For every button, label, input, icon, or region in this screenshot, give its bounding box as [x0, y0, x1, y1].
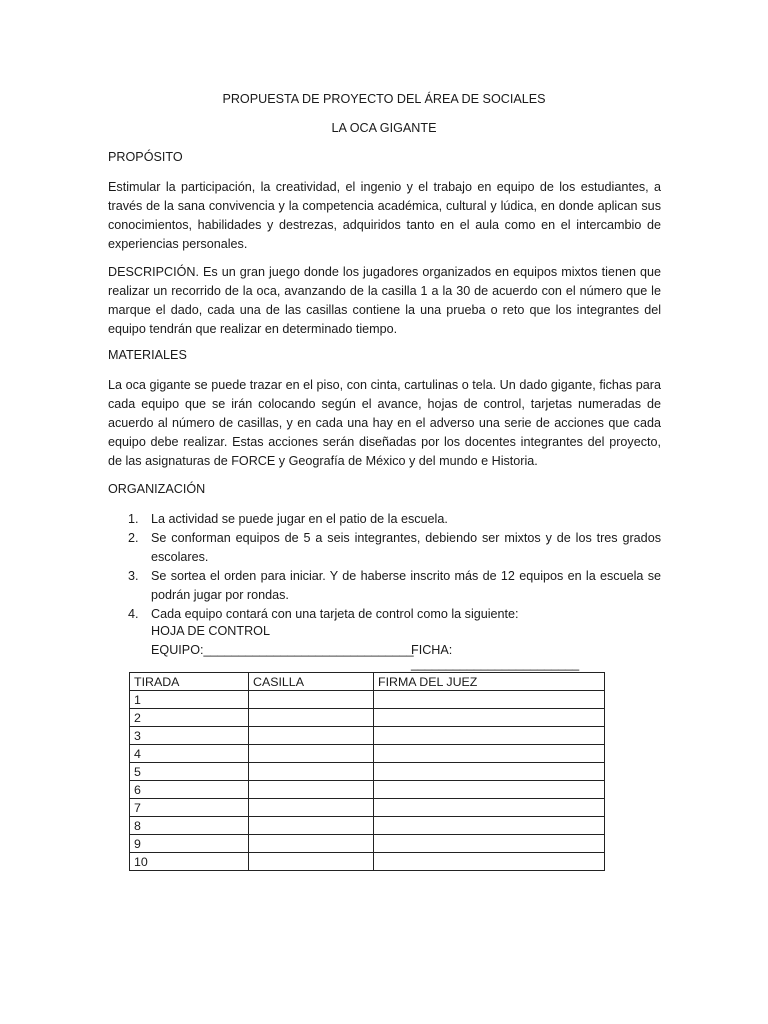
table-cell: 1 [130, 691, 249, 709]
table-cell [374, 763, 605, 781]
table-cell: 10 [130, 853, 249, 871]
table-cell [374, 817, 605, 835]
table-cell [249, 745, 374, 763]
list-item-number: 2. [128, 531, 139, 545]
table-header-row [130, 673, 605, 691]
list-item-text: La actividad se puede jugar en el patio de la escuela. [151, 512, 448, 526]
table-cell: 2 [130, 709, 249, 727]
table-row [130, 745, 605, 763]
table-row [130, 781, 605, 799]
document-subtitle: LA OCA GIGANTE [331, 121, 437, 135]
table-cell: 5 [130, 763, 249, 781]
table-cell: 6 [130, 781, 249, 799]
control-sheet-fields [151, 643, 611, 671]
column-header-firma: FIRMA DEL JUEZ [374, 673, 605, 691]
list-item [108, 529, 661, 567]
table-cell [374, 727, 605, 745]
list-item-number: 3. [128, 569, 139, 583]
equipo-field: EQUIPO:______________________________ [151, 643, 414, 657]
section-heading-materiales: MATERIALES [108, 348, 187, 362]
table-cell [374, 853, 605, 871]
list-item-number: 1. [128, 512, 139, 526]
table-cell [374, 781, 605, 799]
table-row [130, 835, 605, 853]
table-cell [249, 781, 374, 799]
table-cell: 4 [130, 745, 249, 763]
list-item-text: Cada equipo contará con una tarjeta de control como la siguiente: [151, 607, 519, 621]
table-cell [374, 709, 605, 727]
list-item [108, 567, 661, 605]
table-cell [249, 799, 374, 817]
column-header-casilla: CASILLA [249, 673, 374, 691]
table-cell [374, 691, 605, 709]
table-cell: 9 [130, 835, 249, 853]
list-item [108, 510, 661, 529]
table-cell [374, 799, 605, 817]
column-header-tirada: TIRADA [130, 673, 249, 691]
table-row [130, 763, 605, 781]
materiales-paragraph: La oca gigante se puede trazar en el piso, con cinta, cartulinas o tela. Un dado gigante, fichas para cada equipo que se irán colocando según el avance, hojas de control, tarjetas numeradas de acuerdo al número de casillas, y en cada una hay en el adverso una serie de acciones que cada equipo debe realizar. Estas acciones serán diseñadas por los docentes integrantes del proyecto, de las asignaturas de FORCE y Geografía de México y del mundo e Historia. [108, 378, 661, 468]
table-row [130, 709, 605, 727]
table-cell: 3 [130, 727, 249, 745]
control-table [129, 672, 605, 871]
table-row [130, 727, 605, 745]
table-cell [249, 763, 374, 781]
list-item [108, 605, 661, 624]
table-cell [249, 835, 374, 853]
list-item-number: 4. [128, 607, 139, 621]
table-cell [249, 709, 374, 727]
proposito-paragraph: Estimular la participación, la creatividad, el ingenio y el trabajo en equipo de los estudiantes, a través de la sana convivencia y la competencia académica, cultural y lúdica, en donde aplican sus conocimientos, habilidades y destrezas, adquiridos tanto en el aula como en el intercambio de experiencias personales. [108, 180, 661, 251]
list-item-text: Se conforman equipos de 5 a seis integrantes, debiendo ser mixtos y de los tres grados escolares. [151, 531, 661, 564]
table-row [130, 799, 605, 817]
document-title: PROPUESTA DE PROYECTO DEL ÁREA DE SOCIALES [222, 92, 546, 106]
table-row [130, 691, 605, 709]
list-item-text: Se sortea el orden para iniciar. Y de haberse inscrito más de 12 equipos en la escuela se podrán jugar por rondas. [151, 569, 661, 602]
table-cell [374, 745, 605, 763]
table-cell [249, 727, 374, 745]
table-cell: 8 [130, 817, 249, 835]
ficha-field: FICHA: ________________________ [411, 643, 580, 671]
table-cell [249, 691, 374, 709]
table-row [130, 853, 605, 871]
table-cell [374, 835, 605, 853]
control-sheet-title: HOJA DE CONTROL [151, 624, 270, 638]
descripcion-paragraph: DESCRIPCIÓN. Es un gran juego donde los jugadores organizados en equipos mixtos tienen que realizar un recorrido de la oca, avanzando de la casilla 1 a la 30 de acuerdo con el número que le marque el dado, cada una de las casillas contiene la una prueba o reto que los integrantes del equipo tendrán que realizar en determinado tiempo. [108, 265, 661, 336]
table-cell [249, 817, 374, 835]
section-heading-proposito: PROPÓSITO [108, 150, 183, 164]
table-row [130, 817, 605, 835]
table-cell [249, 853, 374, 871]
organizacion-list [108, 510, 661, 624]
table-cell: 7 [130, 799, 249, 817]
section-heading-organizacion: ORGANIZACIÓN [108, 482, 206, 496]
